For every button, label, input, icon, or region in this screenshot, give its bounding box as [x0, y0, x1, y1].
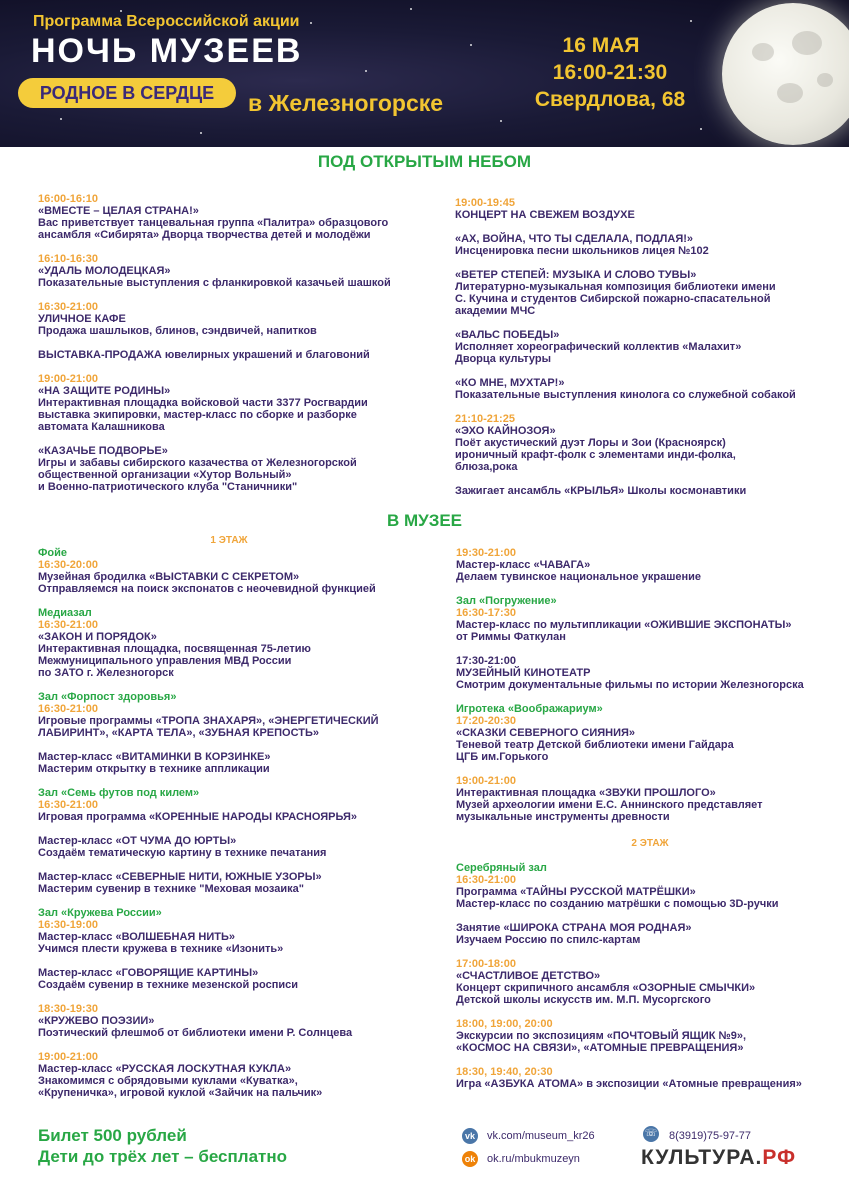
event-date: 16 МАЯ — [562, 34, 640, 57]
event-time: 21:10-21:25 — [455, 413, 515, 425]
event-item — [455, 377, 845, 401]
event-text-line: Игровая программа «КОРЕННЫЕ НАРОДЫ КРАСНОЯРЬЯ» — [38, 811, 358, 823]
star — [470, 44, 472, 46]
event-text-line: Мастер-класс по созданию матрёшки с помощью 3D-ручки — [456, 898, 779, 910]
event-text-line: Детской школы искусств им. М.П. Мусоргского — [456, 994, 711, 1006]
event-venue: Фойе — [38, 547, 67, 559]
event-item — [455, 197, 845, 221]
event-venue: Зал «Кружева России» — [38, 907, 162, 919]
event-item — [456, 922, 846, 946]
phone-icon: ☏ — [643, 1126, 659, 1142]
floor-1-label: 1 ЭТАЖ — [210, 535, 248, 546]
kultura-logo-main: КУЛЬТУРА. — [641, 1146, 763, 1169]
event-text-line: выставка экипировки, мастер-класс по сборке и разборке — [38, 409, 357, 421]
event-text-line: Экскурсии по экспозициям «ПОЧТОВЫЙ ЯЩИК №9», — [456, 1030, 747, 1042]
event-time: 16:30-21:00 — [38, 301, 98, 313]
event-text-line: Дворца культуры — [455, 353, 551, 365]
event-time: 17:30-21:00 — [456, 655, 516, 667]
event-item — [455, 485, 845, 497]
event-time: 18:30-19:30 — [38, 1003, 98, 1015]
event-text-line: Мастерим открытку в технике аппликации — [38, 763, 270, 775]
event-title: НОЧЬ МУЗЕЕВ — [31, 32, 303, 70]
event-item — [455, 413, 845, 473]
event-text-line: Литературно-музыкальная композиция библиотеки имени — [455, 281, 776, 293]
star — [365, 70, 367, 72]
event-text-line: «Крупеничка», игровой куклой «Зайчик на пальчик» — [38, 1087, 323, 1099]
event-text-line: «КРУЖЕВО ПОЭЗИИ» — [38, 1015, 155, 1027]
event-text-line: по ЗАТО г. Железногорск — [38, 667, 174, 679]
event-text-line: Поэтический флешмоб от библиотеки имени Р. Солнцева — [38, 1027, 353, 1039]
event-text-line: Мастер-класс «ЧАВАГА» — [456, 559, 591, 571]
event-text-line: Знакомимся с обрядовыми куклами «Куватка», — [38, 1075, 298, 1087]
event-text-line: Смотрим документальные фильмы по истории Железногорска — [456, 679, 804, 691]
event-time: 19:00-19:45 — [455, 197, 515, 209]
event-text-line: Мастер-класс по мультипликации «ОЖИВШИЕ ЭКСПОНАТЫ» — [456, 619, 792, 631]
event-item — [38, 1051, 443, 1099]
event-text-line: Мастер-класс «СЕВЕРНЫЕ НИТИ, ЮЖНЫЕ УЗОРЫ» — [38, 871, 322, 883]
event-venue: Зал «Погружение» — [456, 595, 557, 607]
event-text-line: Делаем тувинское национальное украшение — [456, 571, 702, 583]
ok-icon: ok — [462, 1151, 478, 1167]
event-time: 16:30-20:00 — [38, 559, 98, 571]
event-text-line: и Военно-патриотического клуба "Станичники" — [38, 481, 298, 493]
star — [60, 118, 62, 120]
event-text-line: Интерактивная площадка, посвященная 75-летию — [38, 643, 311, 655]
event-time: 17:20-20:30 — [456, 715, 516, 727]
event-text-line: Изучаем Россию по спилс-картам — [456, 934, 641, 946]
event-item — [456, 862, 846, 910]
event-item — [38, 1003, 443, 1039]
event-venue: Зал «Семь футов под килем» — [38, 787, 200, 799]
event-item — [456, 547, 846, 583]
event-time: 16:30-19:00 — [38, 919, 98, 931]
event-text-line: Игры и забавы сибирского казачества от Железногорской — [38, 457, 357, 469]
event-text-line: Программа «ТАЙНЫ РУССКОЙ МАТРЁШКИ» — [456, 886, 696, 898]
event-text-line: музыкальные инструменты древности — [456, 811, 670, 823]
event-time: 18:00, 19:00, 20:00 — [456, 1018, 553, 1030]
star — [690, 20, 692, 22]
event-text-line: Вас приветствует танцевальная группа «Палитра» образцового — [38, 217, 389, 229]
event-time: 19:00-21:00 — [38, 1051, 98, 1063]
event-item — [38, 691, 443, 739]
event-text-line: Интерактивная площадка «ЗВУКИ ПРОШЛОГО» — [456, 787, 716, 799]
star — [200, 132, 202, 134]
floor-2-label: 2 ЭТАЖ — [631, 838, 669, 849]
outdoor-left-column — [38, 193, 443, 493]
event-time: 16:10-16:30 — [38, 253, 98, 265]
star — [310, 22, 312, 24]
event-time: 17:00-18:00 — [456, 958, 516, 970]
event-text-line: С. Кучина и студентов Сибирской пожарно-спасательной — [455, 293, 771, 305]
event-time: 16:30-21:00 — [38, 703, 98, 715]
event-text-line: Музейная бродилка «ВЫСТАВКИ С СЕКРЕТОМ» — [38, 571, 300, 583]
event-text-line: Учимся плести кружева в технике «Изонить» — [38, 943, 284, 955]
event-item — [38, 967, 443, 991]
event-time: 19:00-21:00 — [456, 775, 516, 787]
event-text-line: «СКАЗКИ СЕВЕРНОГО СИЯНИЯ» — [456, 727, 636, 739]
event-text-line: «СЧАСТЛИВОЕ ДЕТСТВО» — [456, 970, 601, 982]
event-time: 16:30-21:00 — [38, 619, 98, 631]
vk-icon: vk — [462, 1128, 478, 1144]
event-text-line: Мастерим сувенир в технике "Меховая мозаика" — [38, 883, 304, 895]
event-item — [38, 751, 443, 775]
event-item — [456, 958, 846, 1006]
star — [410, 8, 412, 10]
event-item — [456, 775, 846, 823]
event-item — [38, 301, 443, 337]
event-time: 16:30-21:00 — [456, 874, 516, 886]
outdoor-section-title: ПОД ОТКРЫТЫМ НЕБОМ — [317, 152, 532, 171]
event-text-line: Интерактивная площадка войсковой части 3377 Росгвардии — [38, 397, 368, 409]
phone-number[interactable]: 8(3919)75-97-77 — [669, 1130, 751, 1142]
event-text-line: ЛАБИРИНТ», «КАРТА ТЕЛА», «ЗУБНАЯ КРЕПОСТЬ» — [38, 727, 320, 739]
event-text-line: «КОСМОС НА СВЯЗИ», «АТОМНЫЕ ПРЕВРАЩЕНИЯ» — [456, 1042, 744, 1054]
event-text-line: Мастер-класс «ВОЛШЕБНАЯ НИТЬ» — [38, 931, 235, 943]
event-text-line: «КО МНЕ, МУХТАР!» — [455, 377, 565, 389]
theme-badge: РОДНОЕ В СЕРДЦЕ — [18, 78, 236, 108]
event-address: Свердлова, 68 — [534, 88, 686, 111]
event-item — [456, 595, 846, 643]
event-time: 19:00-21:00 — [38, 373, 98, 385]
event-text-line: Мастер-класс «ВИТАМИНКИ В КОРЗИНКЕ» — [38, 751, 271, 763]
kultura-rf-logo[interactable] — [641, 1146, 796, 1170]
event-text-line: Музей археологии имени Е.С. Аннинского представляет — [456, 799, 763, 811]
city-label: в Железногорске — [248, 90, 444, 116]
event-text-line: Занятие «ШИРОКА СТРАНА МОЯ РОДНАЯ» — [456, 922, 692, 934]
ticket-price — [38, 1125, 287, 1167]
event-time: 16:30-17:30 — [456, 607, 516, 619]
museum-left-column — [38, 547, 443, 1099]
event-text-line: Зажигает ансамбль «КРЫЛЬЯ» Школы космонавтики — [455, 485, 747, 497]
event-item — [38, 373, 443, 433]
event-text-line: Инсценировка песни школьников лицея №102 — [455, 245, 709, 257]
outdoor-right-column — [455, 197, 845, 497]
moon-image — [722, 3, 849, 145]
event-item — [38, 835, 443, 859]
event-text-line: академии МЧС — [455, 305, 536, 317]
children-free-line: Дети до трёх лет – бесплатно — [38, 1147, 288, 1166]
event-text-line: «ВМЕСТЕ – ЦЕЛАЯ СТРАНА!» — [38, 205, 199, 217]
event-text-line: Создаём сувенир в технике мезенской росписи — [38, 979, 298, 991]
event-time: 16:00-16:10 — [38, 193, 98, 205]
event-item — [38, 907, 443, 955]
museum-right-column-floor1 — [456, 547, 846, 823]
event-item — [456, 1066, 846, 1090]
event-item — [38, 787, 443, 823]
event-text-line: ироничный крафт-фолк с элементами инди-фолка, — [455, 449, 736, 461]
star — [500, 120, 502, 122]
event-text-line: Теневой театр Детской библиотеки имени Гайдара — [456, 739, 734, 751]
event-venue: Серебряный зал — [456, 862, 547, 874]
event-item — [456, 703, 846, 763]
event-item — [38, 445, 443, 493]
event-venue: Медиазал — [38, 607, 92, 619]
event-venue: Зал «Форпост здоровья» — [38, 691, 177, 703]
event-item — [38, 607, 443, 679]
event-text-line: Создаём тематическую картину в технике печатания — [38, 847, 327, 859]
event-time: 18:30, 19:40, 20:30 — [456, 1066, 553, 1078]
event-item — [38, 547, 443, 595]
event-text-line: Показательные выступления кинолога со служебной собакой — [455, 389, 796, 401]
event-item — [456, 655, 846, 691]
event-text-line: от Риммы Фаткулан — [456, 631, 566, 643]
star — [700, 128, 702, 130]
museum-right-column-floor2 — [456, 862, 846, 1090]
event-text-line: автомата Калашникова — [38, 421, 165, 433]
event-venue: Игротека «Воображариум» — [456, 703, 603, 715]
event-text-line: КОНЦЕРТ НА СВЕЖЕМ ВОЗДУХЕ — [455, 209, 635, 221]
event-text-line: «АХ, ВОЙНА, ЧТО ТЫ СДЕЛАЛА, ПОДЛАЯ!» — [455, 233, 694, 245]
star — [120, 10, 122, 12]
event-text-line: ВЫСТАВКА-ПРОДАЖА ювелирных украшений и благовоний — [38, 349, 370, 361]
event-item — [456, 1018, 846, 1054]
ticket-price-line: Билет 500 рублей — [38, 1126, 187, 1145]
header-banner — [0, 0, 849, 147]
event-item — [38, 871, 443, 895]
event-text-line: «КАЗАЧЬЕ ПОДВОРЬЕ» — [38, 445, 168, 457]
event-text-line: общественной организации «Хутор Вольный» — [38, 469, 292, 481]
event-time: 19:30-21:00 — [456, 547, 516, 559]
event-time: 16:00-21:30 — [552, 61, 668, 84]
event-text-line: «ЭХО КАЙНОЗОЯ» — [455, 425, 556, 437]
event-text-line: Мастер-класс «ОТ ЧУМА ДО ЮРТЫ» — [38, 835, 237, 847]
event-text-line: Концерт скрипичного ансамбля «ОЗОРНЫЕ СМЫЧКИ» — [456, 982, 756, 994]
event-text-line: Показательные выступления с фланкировкой казачьей шашкой — [38, 277, 391, 289]
program-subtitle: Программа Всероссийской акции — [33, 13, 300, 30]
event-text-line: Исполняет хореографический коллектив «Малахит» — [455, 341, 742, 353]
event-text-line: МУЗЕЙНЫЙ КИНОТЕАТР — [456, 667, 591, 679]
event-item — [455, 329, 845, 365]
event-text-line: Мастер-класс «РУССКАЯ ЛОСКУТНАЯ КУКЛА» — [38, 1063, 292, 1075]
event-text-line: «НА ЗАЩИТЕ РОДИНЫ» — [38, 385, 171, 397]
event-item — [455, 269, 845, 317]
kultura-logo-rf: РФ — [762, 1146, 797, 1169]
event-text-line: Отправляемся на поиск экспонатов с неочевидной функцией — [38, 583, 376, 595]
event-text-line: «УДАЛЬ МОЛОДЕЦКАЯ» — [38, 265, 171, 277]
event-time: 16:30-21:00 — [38, 799, 98, 811]
event-text-line: Игра «АЗБУКА АТОМА» в экспозиции «Атомные превращения» — [456, 1078, 802, 1090]
event-item — [455, 233, 845, 257]
event-item — [38, 193, 443, 241]
event-text-line: блюза,рока — [455, 461, 518, 473]
vk-link[interactable]: vk.com/museum_kr26 — [487, 1130, 595, 1142]
event-text-line: Игровые программы «ТРОПА ЗНАХАРЯ», «ЭНЕРГЕТИЧЕСКИЙ — [38, 715, 379, 727]
event-text-line: «ЗАКОН И ПОРЯДОК» — [38, 631, 157, 643]
event-text-line: Межмуниципального управления МВД России — [38, 655, 292, 667]
event-text-line: ансамбля «Сибирята» Дворца творчества детей и молодёжи — [38, 229, 371, 241]
event-text-line: Мастер-класс «ГОВОРЯЩИЕ КАРТИНЫ» — [38, 967, 259, 979]
event-text-line: ЦГБ им.Горького — [456, 751, 549, 763]
event-item — [38, 253, 443, 289]
event-text-line: УЛИЧНОЕ КАФЕ — [38, 313, 126, 325]
event-text-line: «ВАЛЬС ПОБЕДЫ» — [455, 329, 560, 341]
event-text-line: «ВЕТЕР СТЕПЕЙ: МУЗЫКА И СЛОВО ТУВЫ» — [455, 269, 697, 281]
event-item — [38, 349, 443, 361]
ok-link[interactable]: ok.ru/mbukmuzeyn — [487, 1153, 580, 1165]
event-text-line: Поёт акустический дуэт Лоры и Зои (Красноярск) — [455, 437, 726, 449]
museum-section-title: В МУЗЕЕ — [386, 511, 463, 530]
event-text-line: Продажа шашлыков, блинов, сэндвичей, напитков — [38, 325, 317, 337]
